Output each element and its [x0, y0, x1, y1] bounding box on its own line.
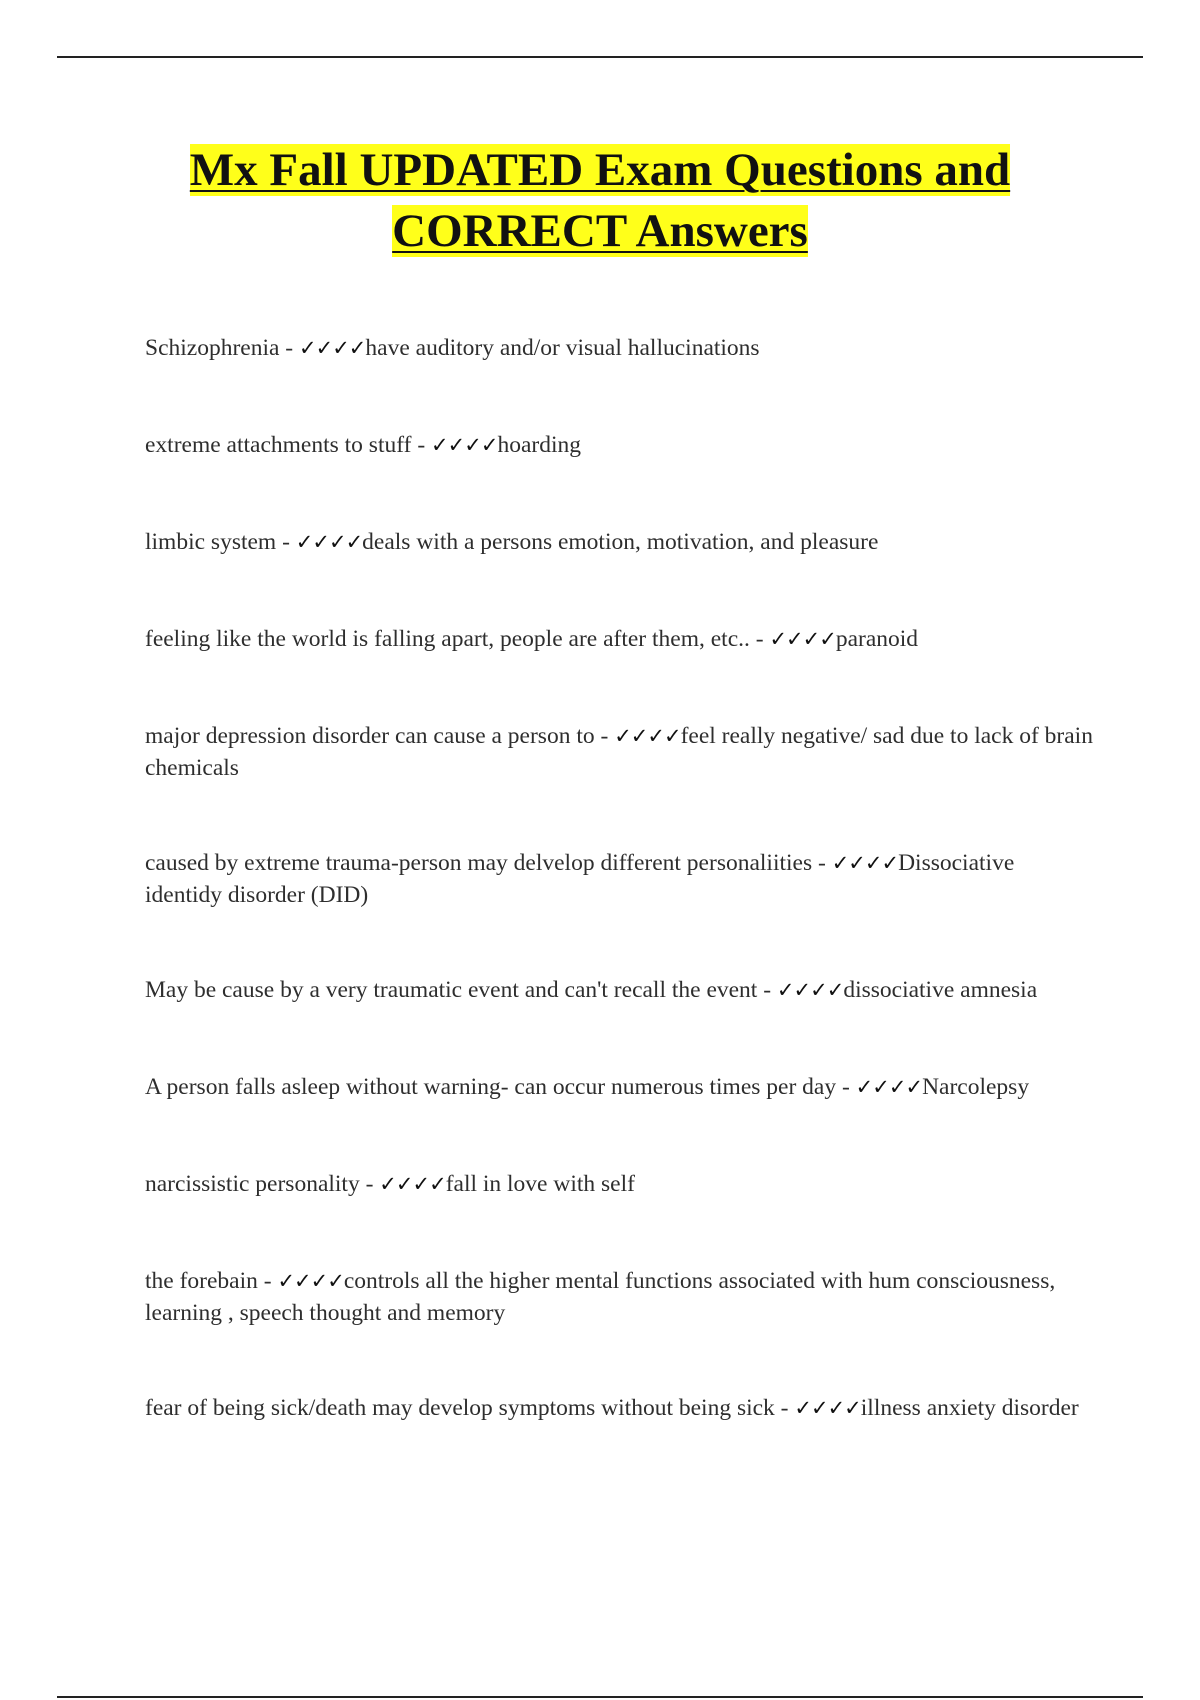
qa-item: [145, 1071, 1095, 1103]
answer-text: Narcolepsy: [922, 1074, 1030, 1100]
qa-item: [145, 847, 1095, 911]
checkmarks-icon: ✓✓✓✓: [794, 1396, 861, 1420]
answer-text: feel really negative/ sad due to lack of brain chemicals: [145, 723, 1093, 781]
question-text: limbic system -: [145, 529, 296, 555]
question-text: the forebain -: [145, 1268, 278, 1294]
question-text: major depression disorder can cause a person to -: [145, 723, 615, 749]
qa-item: [145, 974, 1095, 1006]
question-text: fear of being sick/death may develop symptoms without being sick -: [145, 1395, 795, 1421]
checkmarks-icon: ✓✓✓✓: [295, 530, 363, 554]
answer-text: controls all the higher mental functions associated with hum consciousness, learning , speech thought and memory: [145, 1268, 1056, 1326]
answer-text: hoarding: [497, 432, 581, 458]
title-line-2: CORRECT Answers: [392, 205, 808, 257]
answer-text: illness anxiety disorder: [860, 1395, 1079, 1421]
checkmarks-icon: ✓✓✓✓: [299, 336, 366, 360]
checkmarks-icon: ✓✓✓✓: [831, 851, 899, 875]
checkmarks-icon: ✓✓✓✓: [431, 433, 498, 457]
answer-text: deals with a persons emotion, motivation, and pleasure: [362, 529, 879, 555]
answer-text: Dissociative identidy disorder (DID): [145, 850, 1015, 908]
answer-text: paranoid: [835, 626, 919, 652]
question-text: narcissistic personality -: [145, 1171, 380, 1197]
checkmarks-icon: ✓✓✓✓: [776, 978, 844, 1002]
question-text: May be cause by a very traumatic event and can't recall the event -: [145, 977, 777, 1003]
bottom-rule: [57, 1696, 1143, 1698]
qa-item: [145, 526, 1095, 558]
question-text: extreme attachments to stuff -: [145, 432, 432, 458]
title-line-1: Mx Fall UPDATED Exam Questions and: [189, 144, 1011, 196]
answer-text: fall in love with self: [445, 1171, 635, 1197]
qa-item: [145, 623, 1095, 655]
checkmarks-icon: ✓✓✓✓: [769, 627, 836, 651]
qa-item: [145, 1265, 1095, 1329]
question-text: Schizophrenia -: [145, 335, 300, 361]
answer-text: have auditory and/or visual hallucinations: [365, 335, 760, 361]
answer-text: dissociative amnesia: [843, 977, 1038, 1003]
qa-item: [145, 1168, 1095, 1200]
qa-item: [145, 332, 1095, 364]
document-title: [100, 140, 1100, 262]
question-text: caused by extreme trauma-person may delvelop different personaliities -: [145, 850, 832, 876]
question-text: A person falls asleep without warning- can occur numerous times per day -: [145, 1074, 856, 1100]
top-rule: [57, 56, 1143, 58]
qa-item: [145, 1392, 1095, 1424]
question-text: feeling like the world is falling apart, people are after them, etc.. -: [145, 626, 770, 652]
qa-item: [145, 429, 1095, 461]
qa-item: [145, 720, 1095, 784]
checkmarks-icon: ✓✓✓✓: [855, 1075, 923, 1099]
checkmarks-icon: ✓✓✓✓: [379, 1172, 446, 1196]
checkmarks-icon: ✓✓✓✓: [614, 724, 681, 748]
checkmarks-icon: ✓✓✓✓: [277, 1269, 344, 1293]
